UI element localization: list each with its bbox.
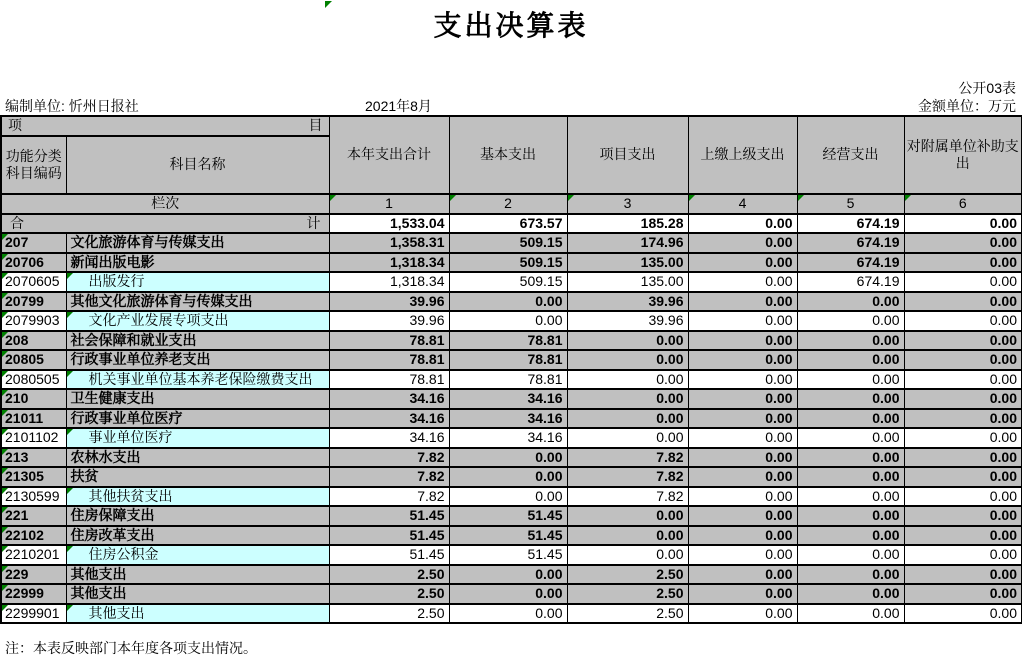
cell-value-2079903-col2[interactable]: 0.00: [449, 311, 567, 331]
subject-name: 社会保障和就业支出: [70, 331, 197, 348]
cell-error-triangle-icon: [2, 449, 8, 455]
cell-value-21011-col1[interactable]: 34.16: [329, 409, 449, 429]
cell-error-triangle-icon: [2, 488, 8, 494]
cell-value-2210201-col5[interactable]: 0.00: [797, 545, 904, 565]
cell-value-20799-col2[interactable]: 0.00: [449, 292, 567, 312]
cell-name-20799[interactable]: [66, 292, 329, 312]
table-row-2070605: [1, 272, 1022, 292]
cell-code-213[interactable]: [1, 448, 66, 468]
subject-name: 住房改革支出: [70, 526, 155, 543]
cell-name-213[interactable]: [66, 448, 329, 468]
cell-error-triangle-icon: [67, 273, 73, 279]
cell-value-207-col1[interactable]: 1,358.31: [329, 233, 449, 253]
lanci-number: 4: [738, 195, 747, 211]
header-lanci-number-4[interactable]: [688, 194, 797, 214]
total-label-label_right: 计: [306, 214, 321, 231]
table-row-210: [1, 389, 1022, 409]
cell-code-221[interactable]: [1, 506, 66, 526]
cell-value-229-col2[interactable]: 0.00: [449, 565, 567, 585]
subject-code: 229: [5, 565, 29, 582]
subject-code: 2130599: [5, 487, 60, 504]
cell-code-208[interactable]: [1, 331, 66, 351]
cell-value-20706-col5[interactable]: 674.19: [797, 253, 904, 273]
cell-error-triangle-icon: [2, 546, 8, 552]
cell-value-21011-col5[interactable]: 0.00: [797, 409, 904, 429]
cell-code-22999[interactable]: [1, 584, 66, 604]
cell-value-2299901-col4[interactable]: 0.00: [688, 604, 797, 624]
cell-total-value-col1[interactable]: 1,533.04: [329, 214, 449, 234]
lanci-number: 1: [385, 195, 393, 211]
cell-error-triangle-icon: [2, 429, 8, 435]
cell-error-triangle-icon: [67, 429, 73, 435]
header-name-label[interactable]: 科目名称: [66, 136, 329, 194]
cell-value-2080505-col6[interactable]: 0.00: [904, 370, 1022, 390]
cell-error-triangle-icon: [2, 371, 8, 377]
cell-value-2299901-col6[interactable]: 0.00: [904, 604, 1022, 624]
cell-error-triangle-icon: [798, 195, 804, 201]
cell-name-22999[interactable]: [66, 584, 329, 604]
table-row-21305: [1, 467, 1022, 487]
cell-value-221-col6[interactable]: 0.00: [904, 506, 1022, 526]
cell-value-210-col6[interactable]: 0.00: [904, 389, 1022, 409]
table-row-20799: [1, 292, 1022, 312]
cell-value-22999-col5[interactable]: 0.00: [797, 584, 904, 604]
subject-name: 卫生健康支出: [70, 390, 155, 406]
cell-value-221-col5[interactable]: 0.00: [797, 506, 904, 526]
cell-value-213-col2[interactable]: 0.00: [449, 448, 567, 468]
cell-value-22102-col5[interactable]: 0.00: [797, 526, 904, 546]
cell-value-2080505-col3[interactable]: 0.00: [567, 370, 688, 390]
cell-name-221[interactable]: [66, 506, 329, 526]
subject-code: 21011: [5, 409, 44, 426]
cell-value-20799-col6[interactable]: 0.00: [904, 292, 1022, 312]
cell-value-20706-col3[interactable]: 135.00: [567, 253, 688, 273]
cell-value-2130599-col3[interactable]: 7.82: [567, 487, 688, 507]
subject-code: 22999: [5, 585, 44, 601]
subject-name: 其他支出: [88, 604, 145, 621]
cell-value-210-col2[interactable]: 34.16: [449, 389, 567, 409]
cell-value-2101102-col1[interactable]: 34.16: [329, 428, 449, 448]
cell-name-21011[interactable]: [66, 409, 329, 429]
cell-value-22999-col6[interactable]: 0.00: [904, 584, 1022, 604]
table-code-label: 公开03表: [958, 80, 1016, 96]
cell-value-207-col4[interactable]: 0.00: [688, 233, 797, 253]
cell-value-2210201-col3[interactable]: 0.00: [567, 545, 688, 565]
cell-value-2079903-col1[interactable]: 39.96: [329, 311, 449, 331]
cell-value-213-col3[interactable]: 7.82: [567, 448, 688, 468]
cell-value-2101102-col4[interactable]: 0.00: [688, 428, 797, 448]
cell-code-21011[interactable]: [1, 409, 66, 429]
cell-value-221-col2[interactable]: 51.45: [449, 506, 567, 526]
subject-code: 221: [5, 507, 29, 523]
cell-value-2101102-col2[interactable]: 34.16: [449, 428, 567, 448]
column-header-total[interactable]: 本年支出合计: [329, 116, 449, 194]
cell-value-2130599-col1[interactable]: 7.82: [329, 487, 449, 507]
cell-value-20805-col5[interactable]: 0.00: [797, 350, 904, 370]
cell-value-2079903-col5[interactable]: 0.00: [797, 311, 904, 331]
cell-name-229[interactable]: [66, 565, 329, 585]
cell-value-2070605-col2[interactable]: 509.15: [449, 272, 567, 292]
header-lanci-number-2[interactable]: [449, 194, 567, 214]
cell-value-207-col3[interactable]: 174.96: [567, 233, 688, 253]
cell-value-20805-col2[interactable]: 78.81: [449, 350, 567, 370]
table-row-213: [1, 448, 1022, 468]
cell-error-triangle-icon: [67, 488, 73, 494]
cell-value-229-col6[interactable]: 0.00: [904, 565, 1022, 585]
cell-value-210-col1[interactable]: 34.16: [329, 389, 449, 409]
subject-name: 其他文化旅游体育与传媒支出: [70, 292, 253, 309]
cell-value-22102-col3[interactable]: 0.00: [567, 526, 688, 546]
cell-name-21305[interactable]: [66, 467, 329, 487]
expenditure-table: [0, 115, 1022, 624]
cell-value-20805-col3[interactable]: 0.00: [567, 350, 688, 370]
column-header-subsidy[interactable]: 对附属单位补助支出: [904, 116, 1022, 194]
cell-total-value-col3[interactable]: 185.28: [567, 214, 688, 234]
cell-value-2210201-col2[interactable]: 51.45: [449, 545, 567, 565]
cell-value-2101102-col5[interactable]: 0.00: [797, 428, 904, 448]
subject-code: 22102: [5, 526, 44, 543]
table-row-total: [1, 214, 1022, 234]
footnote: 注：本表反映部门本年度各项支出情况。: [5, 640, 257, 656]
report-period-label: 2021年8月: [365, 98, 432, 114]
subject-code: 208: [5, 331, 29, 348]
cell-error-triangle-icon: [2, 527, 8, 533]
cell-error-triangle-icon: [325, 1, 332, 8]
cell-value-20706-col1[interactable]: 1,318.34: [329, 253, 449, 273]
header-item-right: 目: [308, 117, 323, 134]
cell-name-22102[interactable]: [66, 526, 329, 546]
cell-error-triangle-icon: [2, 293, 8, 299]
subject-name: 出版发行: [88, 273, 145, 289]
lanci-number: 5: [846, 195, 855, 211]
column-header-project[interactable]: 项目支出: [567, 116, 688, 194]
subject-code: 213: [5, 448, 29, 465]
cell-total-value-col6[interactable]: 0.00: [904, 214, 1022, 234]
cell-value-2210201-col6[interactable]: 0.00: [904, 545, 1022, 565]
cell-value-2299901-col1[interactable]: 2.50: [329, 604, 449, 624]
subject-code: 2070605: [5, 273, 60, 289]
cell-code-210[interactable]: [1, 389, 66, 409]
table-row-20805: [1, 350, 1022, 370]
subject-name: 行政事业单位养老支出: [70, 351, 211, 367]
cell-name-2079903[interactable]: [66, 311, 329, 331]
cell-name-2130599[interactable]: [66, 487, 329, 507]
cell-value-22102-col1[interactable]: 51.45: [329, 526, 449, 546]
cell-code-2080505[interactable]: [1, 370, 66, 390]
cell-value-2101102-col3[interactable]: 0.00: [567, 428, 688, 448]
table-row-2080505: [1, 370, 1022, 390]
cell-value-20706-col2[interactable]: 509.15: [449, 253, 567, 273]
cell-code-21305[interactable]: [1, 467, 66, 487]
cell-value-208-col6[interactable]: 0.00: [904, 331, 1022, 351]
cell-name-2070605[interactable]: [66, 272, 329, 292]
header-item-left: 项: [8, 117, 22, 134]
table-row-2130599: [1, 487, 1022, 507]
header-lanci-number-5[interactable]: [797, 194, 904, 214]
cell-value-22999-col1[interactable]: 2.50: [329, 584, 449, 604]
cell-value-20706-col6[interactable]: 0.00: [904, 253, 1022, 273]
cell-error-triangle-icon: [2, 351, 8, 357]
cell-value-21305-col4[interactable]: 0.00: [688, 467, 797, 487]
subject-name: 文化产业发展专项支出: [88, 312, 229, 328]
cell-value-2070605-col5[interactable]: 674.19: [797, 272, 904, 292]
cell-value-20799-col4[interactable]: 0.00: [688, 292, 797, 312]
cell-value-2130599-col6[interactable]: 0.00: [904, 487, 1022, 507]
cell-value-2079903-col6[interactable]: 0.00: [904, 311, 1022, 331]
cell-error-triangle-icon: [568, 195, 574, 201]
cell-value-2299901-col5[interactable]: 0.00: [797, 604, 904, 624]
subject-code: 20799: [5, 292, 44, 309]
cell-code-207[interactable]: [1, 233, 66, 253]
lanci-number: 3: [623, 195, 632, 211]
cell-error-triangle-icon: [2, 312, 8, 318]
cell-error-triangle-icon: [905, 195, 911, 201]
compiling-unit-label: 编制单位: 忻州日报社: [5, 98, 139, 114]
cell-value-2130599-col2[interactable]: 0.00: [449, 487, 567, 507]
table-row-2210201: [1, 545, 1022, 565]
cell-value-221-col4[interactable]: 0.00: [688, 506, 797, 526]
subject-name: 农林水支出: [70, 448, 141, 465]
cell-value-213-col4[interactable]: 0.00: [688, 448, 797, 468]
subject-name: 事业单位医疗: [88, 429, 173, 445]
cell-value-20799-col3[interactable]: 39.96: [567, 292, 688, 312]
cell-value-2299901-col2[interactable]: 0.00: [449, 604, 567, 624]
subject-name: 行政事业单位医疗: [70, 409, 183, 426]
cell-value-20706-col4[interactable]: 0.00: [688, 253, 797, 273]
subject-code: 2080505: [5, 370, 60, 387]
cell-code-20805[interactable]: [1, 350, 66, 370]
cell-value-20799-col1[interactable]: 39.96: [329, 292, 449, 312]
cell-value-21011-col6[interactable]: 0.00: [904, 409, 1022, 429]
cell-value-22999-col4[interactable]: 0.00: [688, 584, 797, 604]
header-item-cell[interactable]: [1, 116, 329, 136]
cell-value-2070605-col4[interactable]: 0.00: [688, 272, 797, 292]
table-row-22102: [1, 526, 1022, 546]
cell-value-21305-col3[interactable]: 7.82: [567, 467, 688, 487]
cell-value-2130599-col4[interactable]: 0.00: [688, 487, 797, 507]
cell-value-2070605-col6[interactable]: 0.00: [904, 272, 1022, 292]
cell-value-2070605-col3[interactable]: 135.00: [567, 272, 688, 292]
page-title: 支出决算表: [433, 10, 589, 41]
cell-value-22102-col4[interactable]: 0.00: [688, 526, 797, 546]
subject-name: 新闻出版电影: [70, 253, 155, 270]
table-row-2299901: [1, 604, 1022, 624]
subject-name: 其他扶贫支出: [88, 487, 173, 504]
table-row-208: [1, 331, 1022, 351]
cell-value-210-col3[interactable]: 0.00: [567, 389, 688, 409]
subject-name: 住房公积金: [88, 546, 159, 562]
header-lanci-label[interactable]: 栏次: [1, 194, 329, 214]
cell-value-22999-col3[interactable]: 2.50: [567, 584, 688, 604]
cell-value-221-col1[interactable]: 51.45: [329, 506, 449, 526]
cell-value-210-col4[interactable]: 0.00: [688, 389, 797, 409]
cell-value-210-col5[interactable]: 0.00: [797, 389, 904, 409]
cell-value-21305-col1[interactable]: 7.82: [329, 467, 449, 487]
subject-code: 20706: [5, 253, 44, 270]
cell-value-21011-col3[interactable]: 0.00: [567, 409, 688, 429]
cell-error-triangle-icon: [2, 332, 8, 338]
cell-error-triangle-icon: [2, 605, 8, 611]
cell-name-208[interactable]: [66, 331, 329, 351]
cell-error-triangle-icon: [2, 273, 8, 279]
cell-value-2079903-col4[interactable]: 0.00: [688, 311, 797, 331]
cell-code-2130599[interactable]: [1, 487, 66, 507]
header-lanci-number-3[interactable]: [567, 194, 688, 214]
subject-name: 文化旅游体育与传媒支出: [70, 234, 225, 250]
subject-name: 其他支出: [70, 585, 127, 601]
cell-value-21305-col5[interactable]: 0.00: [797, 467, 904, 487]
subject-code: 2079903: [5, 312, 60, 328]
lanci-number: 2: [504, 195, 512, 211]
table-row-221: [1, 506, 1022, 526]
cell-value-20805-col1[interactable]: 78.81: [329, 350, 449, 370]
cell-error-triangle-icon: [2, 254, 8, 260]
cell-error-triangle-icon: [2, 585, 8, 591]
cell-value-2080505-col2[interactable]: 78.81: [449, 370, 567, 390]
cell-code-2101102[interactable]: [1, 428, 66, 448]
subject-code: 2299901: [5, 604, 60, 621]
subject-name: 机关事业单位基本养老保险缴费支出: [88, 370, 313, 387]
subject-code: 20805: [5, 351, 44, 367]
cell-value-21305-col2[interactable]: 0.00: [449, 467, 567, 487]
cell-error-triangle-icon: [2, 390, 8, 396]
cell-value-207-col2[interactable]: 509.15: [449, 233, 567, 253]
cell-total-value-col2[interactable]: 673.57: [449, 214, 567, 234]
cell-total-value-col5[interactable]: 674.19: [797, 214, 904, 234]
subject-name: 住房保障支出: [70, 507, 155, 523]
column-header-basic[interactable]: 基本支出: [449, 116, 567, 194]
subject-code: 21305: [5, 468, 44, 484]
total-label-label_left: 合: [10, 214, 24, 231]
cell-name-207[interactable]: [66, 233, 329, 253]
cell-name-20706[interactable]: [66, 253, 329, 273]
cell-name-2080505[interactable]: [66, 370, 329, 390]
cell-error-triangle-icon: [689, 195, 695, 201]
cell-value-21011-col2[interactable]: 34.16: [449, 409, 567, 429]
cell-name-2299901[interactable]: [66, 604, 329, 624]
cell-value-2130599-col5[interactable]: 0.00: [797, 487, 904, 507]
cell-value-2101102-col6[interactable]: 0.00: [904, 428, 1022, 448]
header-code-label[interactable]: 功能分类科目编码: [1, 136, 66, 194]
cell-value-221-col3[interactable]: 0.00: [567, 506, 688, 526]
cell-value-2210201-col1[interactable]: 51.45: [329, 545, 449, 565]
cell-name-210[interactable]: [66, 389, 329, 409]
cell-error-triangle-icon: [2, 566, 8, 572]
cell-value-208-col5[interactable]: 0.00: [797, 331, 904, 351]
cell-value-2080505-col5[interactable]: 0.00: [797, 370, 904, 390]
cell-value-22102-col6[interactable]: 0.00: [904, 526, 1022, 546]
cell-value-229-col5[interactable]: 0.00: [797, 565, 904, 585]
cell-value-208-col1[interactable]: 78.81: [329, 331, 449, 351]
cell-error-triangle-icon: [2, 410, 8, 416]
cell-value-229-col3[interactable]: 2.50: [567, 565, 688, 585]
subject-name: 其他支出: [70, 565, 127, 582]
cell-error-triangle-icon: [2, 234, 8, 240]
cell-error-triangle-icon: [67, 605, 73, 611]
cell-value-207-col5[interactable]: 674.19: [797, 233, 904, 253]
cell-value-229-col4[interactable]: 0.00: [688, 565, 797, 585]
cell-name-20805[interactable]: [66, 350, 329, 370]
cell-code-20799[interactable]: [1, 292, 66, 312]
cell-value-2070605-col1[interactable]: 1,318.34: [329, 272, 449, 292]
column-header-operating[interactable]: 经营支出: [797, 116, 904, 194]
cell-value-2210201-col4[interactable]: 0.00: [688, 545, 797, 565]
cell-error-triangle-icon: [2, 468, 8, 474]
cell-total-label[interactable]: [1, 214, 329, 234]
cell-code-2079903[interactable]: [1, 311, 66, 331]
cell-value-2080505-col4[interactable]: 0.00: [688, 370, 797, 390]
table-row-229: [1, 565, 1022, 585]
cell-value-21305-col6[interactable]: 0.00: [904, 467, 1022, 487]
table-row-21011: [1, 409, 1022, 429]
cell-value-22999-col2[interactable]: 0.00: [449, 584, 567, 604]
cell-code-22102[interactable]: [1, 526, 66, 546]
cell-total-value-col4[interactable]: 0.00: [688, 214, 797, 234]
cell-value-20799-col5[interactable]: 0.00: [797, 292, 904, 312]
cell-value-213-col1[interactable]: 7.82: [329, 448, 449, 468]
table-row-22999: [1, 584, 1022, 604]
table-row-2079903: [1, 311, 1022, 331]
cell-value-208-col3[interactable]: 0.00: [567, 331, 688, 351]
cell-code-2210201[interactable]: [1, 545, 66, 565]
table-row-207: [1, 233, 1022, 253]
subject-name: 扶贫: [70, 468, 99, 484]
table-row-20706: [1, 253, 1022, 273]
lanci-number: 6: [958, 195, 967, 211]
subject-code: 210: [5, 390, 29, 406]
subject-code: 2101102: [5, 429, 59, 445]
cell-value-213-col6[interactable]: 0.00: [904, 448, 1022, 468]
cell-value-20805-col4[interactable]: 0.00: [688, 350, 797, 370]
cell-code-229[interactable]: [1, 565, 66, 585]
amount-unit-label: 金额单位：万元: [918, 98, 1016, 114]
cell-value-2080505-col1[interactable]: 78.81: [329, 370, 449, 390]
subject-code: 207: [5, 234, 29, 250]
cell-error-triangle-icon: [67, 312, 73, 318]
subject-code: 2210201: [5, 546, 60, 562]
cell-code-2299901[interactable]: [1, 604, 66, 624]
cell-value-22102-col2[interactable]: 51.45: [449, 526, 567, 546]
cell-error-triangle-icon: [450, 195, 456, 201]
cell-error-triangle-icon: [67, 546, 73, 552]
header-lanci-number-6[interactable]: [904, 194, 1022, 214]
table-row-2101102: [1, 428, 1022, 448]
cell-error-triangle-icon: [2, 507, 8, 513]
cell-value-2299901-col3[interactable]: 2.50: [567, 604, 688, 624]
cell-value-229-col1[interactable]: 2.50: [329, 565, 449, 585]
cell-value-208-col4[interactable]: 0.00: [688, 331, 797, 351]
cell-name-2101102[interactable]: [66, 428, 329, 448]
cell-value-21011-col4[interactable]: 0.00: [688, 409, 797, 429]
column-header-upward[interactable]: 上缴上级支出: [688, 116, 797, 194]
cell-code-2070605[interactable]: [1, 272, 66, 292]
cell-code-20706[interactable]: [1, 253, 66, 273]
cell-error-triangle-icon: [67, 371, 73, 377]
cell-value-207-col6[interactable]: 0.00: [904, 233, 1022, 253]
cell-value-208-col2[interactable]: 78.81: [449, 331, 567, 351]
cell-error-triangle-icon: [330, 195, 336, 201]
cell-value-2079903-col3[interactable]: 39.96: [567, 311, 688, 331]
header-lanci-number-1[interactable]: [329, 194, 449, 214]
cell-name-2210201[interactable]: [66, 545, 329, 565]
cell-value-20805-col6[interactable]: 0.00: [904, 350, 1022, 370]
cell-value-213-col5[interactable]: 0.00: [797, 448, 904, 468]
